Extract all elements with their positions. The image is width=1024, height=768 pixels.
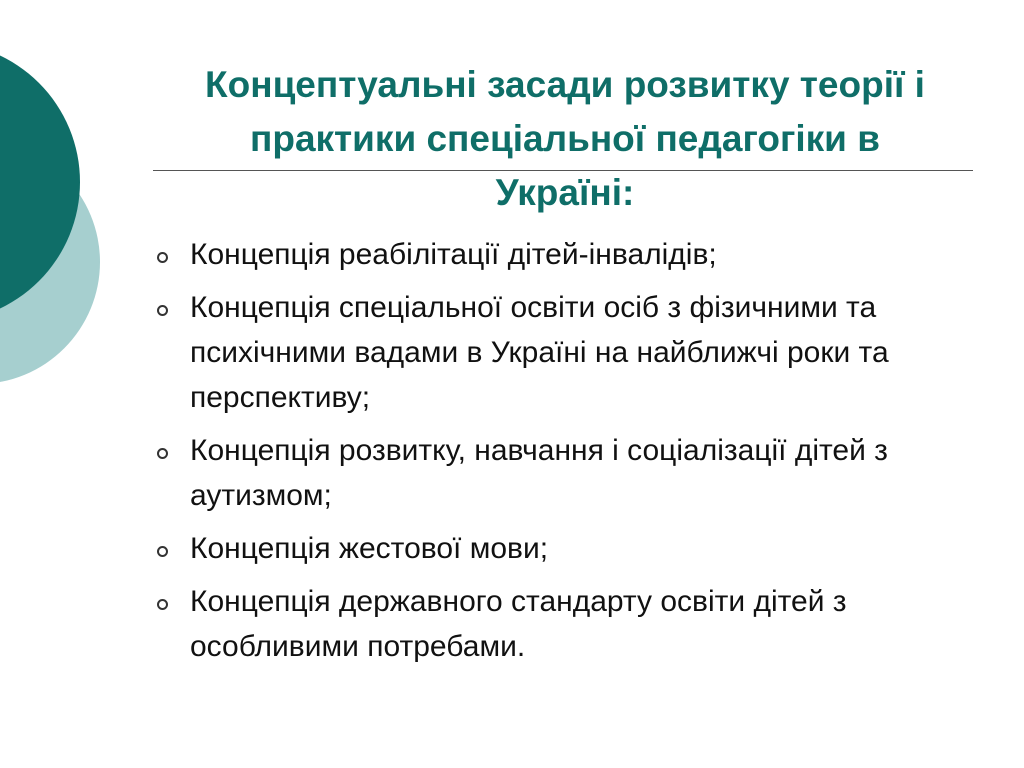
slide-title: Концептуальні засади розвитку теорії і практики спеціальної педагогіки в Україні: bbox=[205, 64, 925, 213]
list-item bbox=[150, 232, 950, 277]
decorative-circles bbox=[0, 0, 120, 420]
hollow-circle-icon bbox=[157, 599, 168, 610]
list-item-text: Концепція розвитку, навчання і соціалізації дітей з аутизмом; bbox=[190, 434, 888, 512]
list-item-text: Концепція спеціальної освіти осіб з фізичними та психічними вадами в Україні на найближчі роки та перспективу; bbox=[190, 291, 889, 414]
list-item-text: Концепція державного стандарту освіти дітей з особливими потребами. bbox=[190, 585, 847, 663]
hollow-circle-icon bbox=[157, 448, 168, 459]
title-divider bbox=[153, 170, 973, 171]
list-item bbox=[150, 579, 950, 669]
list-item-text: Концепція реабілітації дітей-інвалідів; bbox=[190, 238, 717, 271]
list-item bbox=[150, 526, 950, 571]
list-item bbox=[150, 428, 950, 518]
list-item bbox=[150, 285, 950, 420]
list-item-text: Концепція жестової мови; bbox=[190, 532, 549, 565]
hollow-circle-icon bbox=[157, 546, 168, 557]
hollow-circle-icon bbox=[157, 305, 168, 316]
bullet-list bbox=[150, 232, 950, 677]
hollow-circle-icon bbox=[157, 252, 168, 263]
